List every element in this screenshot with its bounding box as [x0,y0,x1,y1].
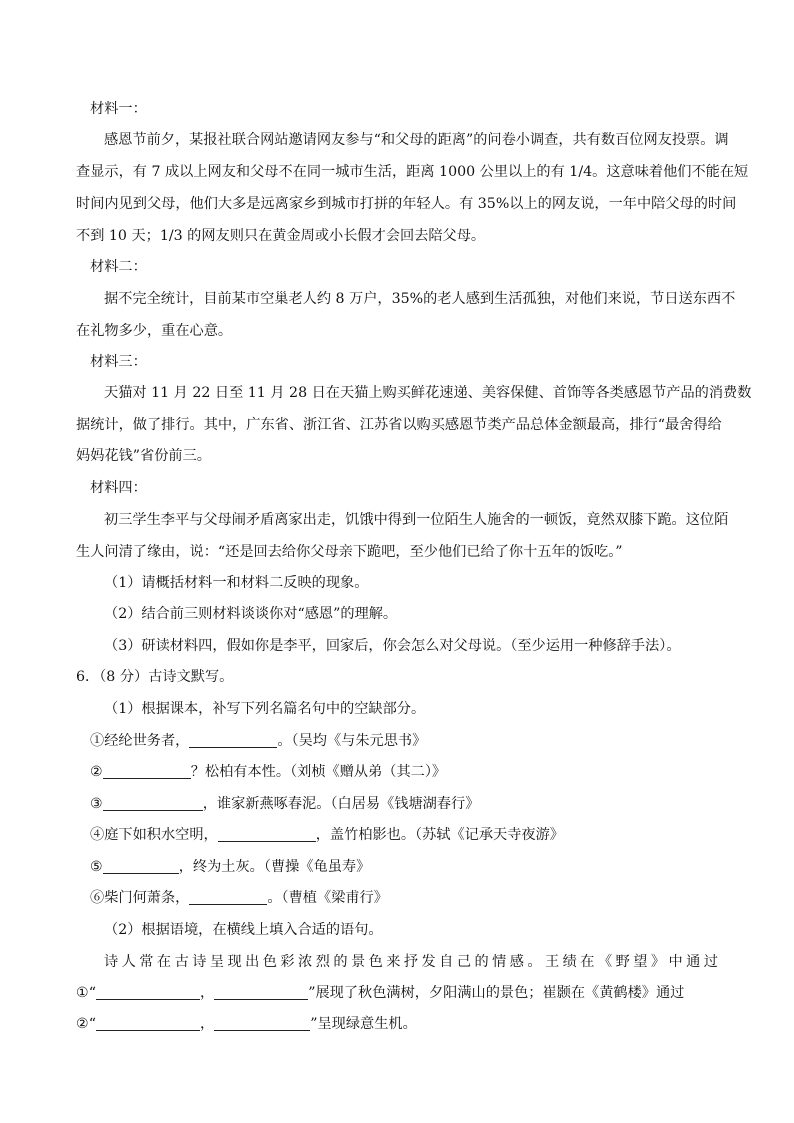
question-5-1: （1）请概括材料一和材料二反映的现象。 [104,575,369,591]
comma: ， [199,1016,215,1032]
material-2-heading: 材料二： [90,259,147,275]
material-3-line: 天猫对 11 月 22 日至 11 月 28 日在天猫上购买鲜花速递、美容保健、首饰等各类感恩节产品的消费数 [104,385,752,401]
item-text-after: ？松柏有本性。（刘桢《赠从弟（其二）》 [190,764,447,780]
fill-item-4 [90,825,732,845]
answer-blank[interactable] [214,1015,310,1031]
item-number: ① [90,733,105,749]
circle-1-open-quote: ①“ [76,985,96,1001]
answer-blank[interactable] [96,1015,200,1031]
item-text-after: ，谁家新燕啄春泥。（白居易《钱塘湖春行》 [202,796,480,812]
comma: ， [199,985,215,1001]
material-2-line: 据不完全统计，目前某市空巢老人约 8 万户，35%的老人感到生活孤独，对他们来说，节日送东西不 [104,291,736,307]
item-text-after: ，终为土灰。（曹操《龟虽寿》 [178,859,371,875]
item-text-before: 柴门何萧条， [104,890,190,906]
item-number: ⑥ [90,890,105,906]
material-3-line: 据统计，做了排行。其中，广东省、浙江省、江苏省以购买感恩节类产品总体金额最高，排行“最舍得给 [76,417,722,433]
material-2-line: 在礼物多少，重在心意。 [76,323,233,339]
context-line-1: 诗人常在古诗呈现出色彩浓烈的景色来抒发自己的情感。王绩在《野望》中通过 [104,954,718,970]
context-text: ”呈现绿意生机。 [310,1016,417,1032]
question-5-3: （3）研读材料四，假如你是李平，回家后，你会怎么对父母说。（至少运用一种修辞手法）。 [104,638,681,654]
answer-blank[interactable] [103,858,179,874]
item-text-before: 庭下如积水空明， [104,827,218,843]
material-1-heading: 材料一： [90,101,147,117]
item-number: ⑤ [90,859,103,875]
question-6-sub2: （2）根据语境，在横线上填入合适的语句。 [104,922,383,938]
question-5-2: （2）结合前三则材料谈谈你对“感恩”的理解。 [104,606,398,622]
context-line-3 [76,1014,718,1034]
material-1-line: 不到 10 天；1/3 的网友则只在黄金周或小长假才会回去陪父母。 [76,228,486,244]
context-text: ”展现了秋色满树，夕阳满山的景色；崔颢在《黄鹤楼》通过 [308,985,685,1001]
item-text-after: ，盖竹柏影也。（苏轼《记承天寺夜游》 [315,827,564,843]
material-1-line: 查显示，有 7 成以上网友和父母不在同一城市生活，距离 1000 公里以上的有 1/4。这意味着他们不能在短 [76,164,749,180]
answer-blank[interactable] [103,795,203,811]
fill-item-1 [90,731,732,751]
item-number: ② [90,764,103,780]
fill-item-3 [90,794,732,814]
question-6-sub1: （1）根据课本，补写下列名篇名句中的空缺部分。 [104,701,426,717]
answer-blank[interactable] [96,984,200,1000]
material-1-line: 时间内见到父母，他们大多是远离家乡到城市打拼的年轻人。有 35%以上的网友说，一年中陪父母的时间 [76,196,737,212]
question-6-title: 6．（8 分）古诗文默写。 [76,669,234,685]
material-3-heading: 材料三： [90,354,147,370]
item-number: ③ [90,796,103,812]
item-text-before: 经纶世务者， [104,733,190,749]
answer-blank[interactable] [189,889,267,905]
circle-2-open-quote: ②“ [76,1016,96,1032]
fill-item-2 [90,762,732,782]
material-3-line: 妈妈花钱”省份前三。 [76,448,211,464]
answer-blank[interactable] [214,984,308,1000]
item-text-after: 。（吴均《与朱元思书》 [277,733,427,749]
fill-item-6 [90,888,732,908]
answer-blank[interactable] [189,732,277,748]
material-4-heading: 材料四： [90,480,147,496]
item-text-after: 。（曹植《梁甫行》 [267,890,388,906]
context-line-2 [76,983,718,1003]
item-number: ④ [90,827,105,843]
fill-item-5 [90,857,732,877]
material-1-line: 感恩节前夕，某报社联合网站邀请网友参与“和父母的距离”的问卷小调查，共有数百位网友投票。调 [104,132,729,148]
answer-blank[interactable] [103,763,191,779]
material-4-line: 初三学生李平与父母闹矛盾离家出走，饥饿中得到一位陌生人施舍的一顿饭，竟然双膝下跪。这位陌 [104,512,729,528]
answer-blank[interactable] [218,826,316,842]
material-4-line: 生人问清了缘由，说：“还是回去给你父母亲下跪吧，至少他们已给了你十五年的饭吃。” [76,544,623,560]
